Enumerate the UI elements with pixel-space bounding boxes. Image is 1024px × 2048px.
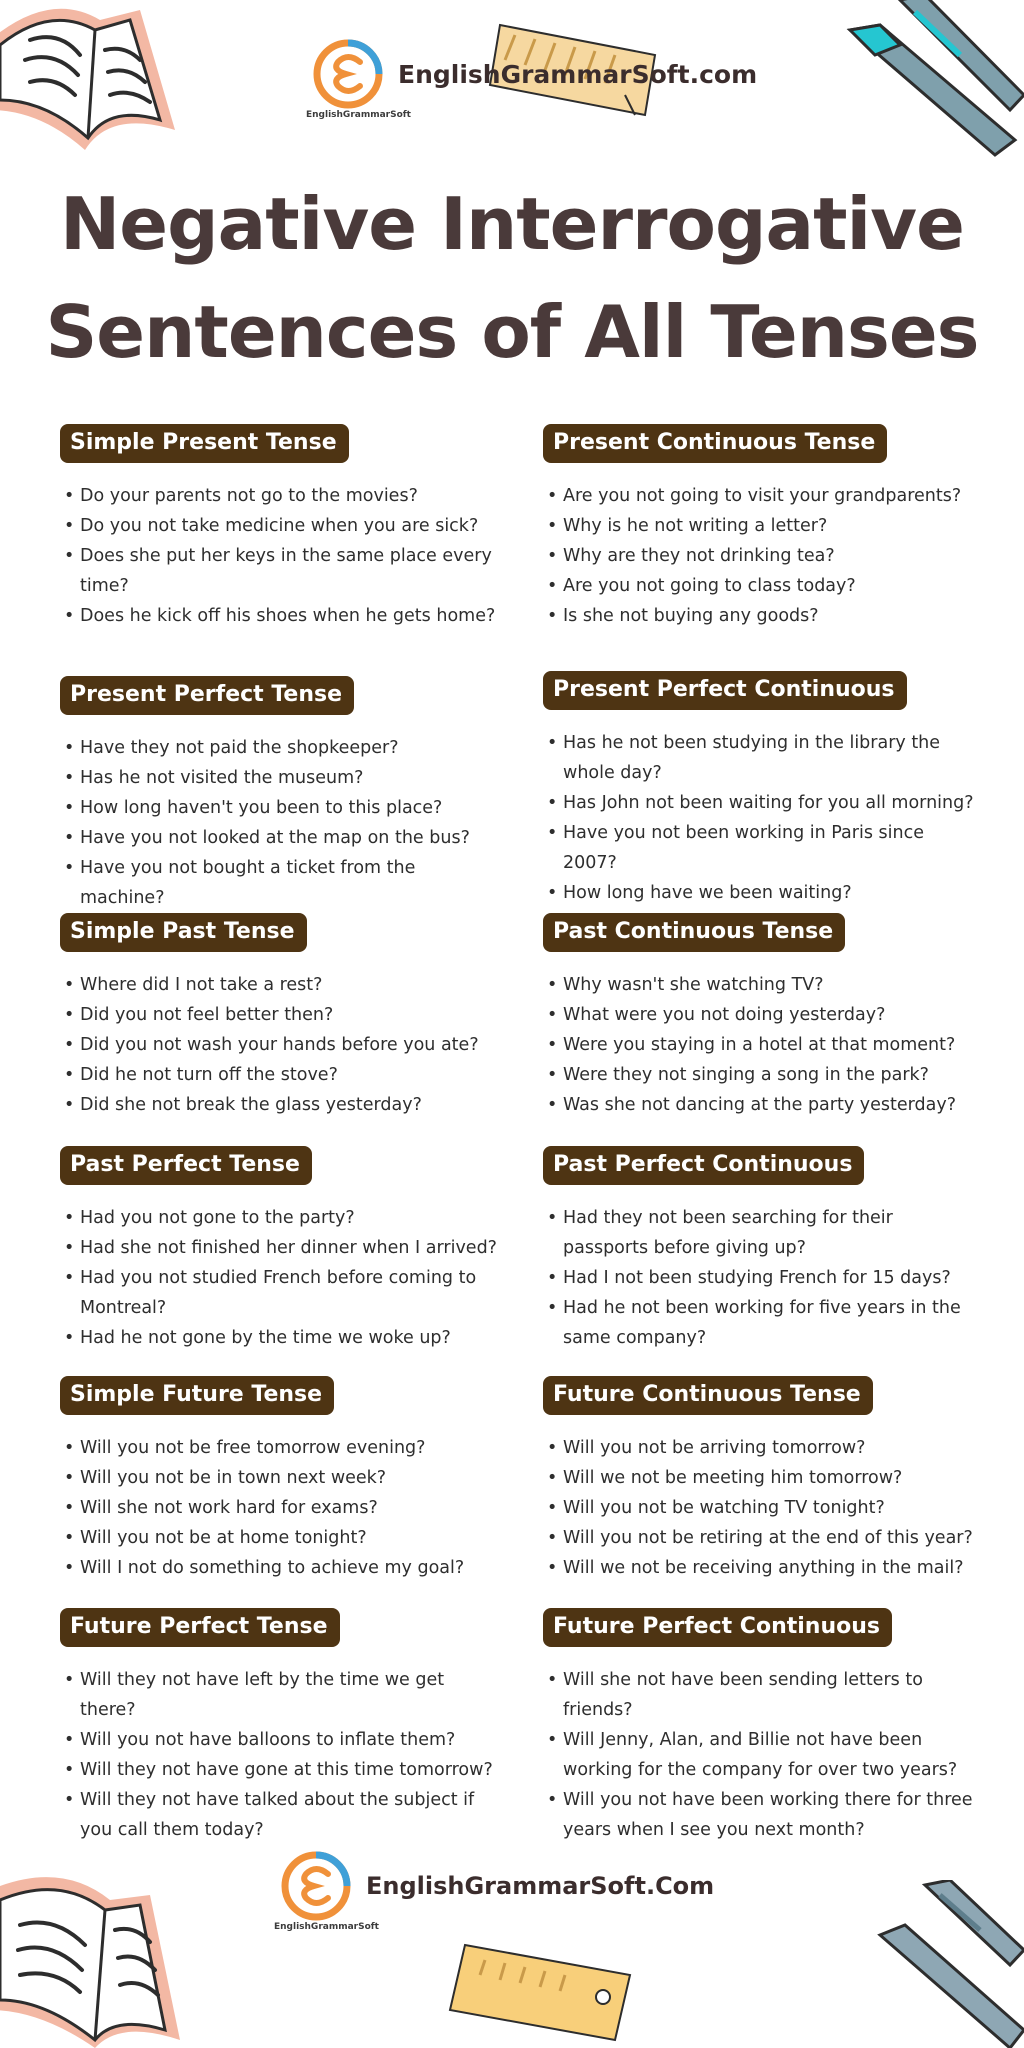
- section-heading: Present Perfect Tense: [60, 676, 354, 715]
- list-item: • Why is he not writing a letter?: [543, 511, 983, 541]
- section-heading: Past Perfect Continuous: [543, 1146, 864, 1185]
- list-item: • Have you not been working in Paris since 2007?: [543, 818, 983, 878]
- ruler-icon: [445, 1935, 635, 2045]
- sentence-list: [543, 481, 983, 631]
- list-item: • Did he not turn off the stove?: [60, 1060, 500, 1090]
- list-item: • Were you staying in a hotel at that moment?: [543, 1030, 983, 1060]
- logo: [274, 1850, 379, 1932]
- sentence-list: [543, 1665, 983, 1845]
- list-item: • Will Jenny, Alan, and Billie not have been working for the company for over two years?: [543, 1725, 983, 1785]
- list-item: • Does he kick off his shoes when he gets home?: [60, 601, 500, 631]
- section-simple-past: [60, 913, 500, 1120]
- section-past-continuous: [543, 913, 983, 1120]
- sentence-list: [60, 1433, 500, 1583]
- list-item: • Will you not be in town next week?: [60, 1463, 500, 1493]
- list-item: • Is she not buying any goods?: [543, 601, 983, 631]
- list-item: • Were they not singing a song in the park?: [543, 1060, 983, 1090]
- section-future-continuous: [543, 1376, 983, 1583]
- list-item: • Did you not feel better then?: [60, 1000, 500, 1030]
- title-line-2: Sentences of All Tenses: [45, 290, 979, 374]
- section-simple-future: [60, 1376, 500, 1583]
- list-item: • Will we not be receiving anything in the mail?: [543, 1553, 983, 1583]
- open-book-icon: [0, 0, 190, 160]
- section-heading: Simple Future Tense: [60, 1376, 334, 1415]
- list-item: • Will I not do something to achieve my goal?: [60, 1553, 500, 1583]
- list-item: • Will you not be free tomorrow evening?: [60, 1433, 500, 1463]
- list-item: • Will she not have been sending letters to friends?: [543, 1665, 983, 1725]
- list-item: • Do your parents not go to the movies?: [60, 481, 500, 511]
- list-item: • Has he not been studying in the library the whole day?: [543, 728, 983, 788]
- section-heading: Past Continuous Tense: [543, 913, 845, 952]
- list-item: • Why wasn't she watching TV?: [543, 970, 983, 1000]
- logo: [306, 38, 411, 120]
- section-present-perfect: [60, 676, 500, 913]
- list-item: • Has he not visited the museum?: [60, 763, 500, 793]
- list-item: • Will you not have balloons to inflate them?: [60, 1725, 500, 1755]
- logo-caption: EnglishGrammarSoft: [274, 1922, 379, 1932]
- brand-name[interactable]: EnglishGrammarSoft.com: [398, 59, 758, 89]
- list-item: • Was she not dancing at the party yesterday?: [543, 1090, 983, 1120]
- list-item: • Had you not studied French before coming to Montreal?: [60, 1263, 500, 1323]
- list-item: • Does she put her keys in the same place every time?: [60, 541, 500, 601]
- section-past-perfect: [60, 1146, 500, 1353]
- section-simple-present: [60, 424, 500, 631]
- sentence-list: [543, 970, 983, 1120]
- list-item: • Will she not work hard for exams?: [60, 1493, 500, 1523]
- list-item: • Had he not been working for five years in the same company?: [543, 1293, 983, 1353]
- section-future-perfect: [60, 1608, 500, 1845]
- sentence-list: [543, 1433, 983, 1583]
- list-item: • Had he not gone by the time we woke up?: [60, 1323, 500, 1353]
- section-future-perfect-continuous: [543, 1608, 983, 1845]
- sentence-list: [60, 1665, 500, 1845]
- section-heading: Simple Past Tense: [60, 913, 307, 952]
- list-item: • Had she not finished her dinner when I arrived?: [60, 1233, 500, 1263]
- logo-icon: [280, 1850, 352, 1922]
- open-book-icon: [0, 1870, 190, 2048]
- list-item: • Will they not have left by the time we get there?: [60, 1665, 500, 1725]
- list-item: • Do you not take medicine when you are sick?: [60, 511, 500, 541]
- sentence-list: [60, 970, 500, 1120]
- brand-name[interactable]: EnglishGrammarSoft.Com: [366, 1872, 715, 1900]
- list-item: • Where did I not take a rest?: [60, 970, 500, 1000]
- pen-icon: [870, 1880, 1024, 2048]
- sentence-list: [543, 1203, 983, 1353]
- list-item: • Will you not have been working there for three years when I see you next month?: [543, 1785, 983, 1845]
- list-item: • Have you not bought a ticket from the machine?: [60, 853, 500, 913]
- list-item: • Will we not be meeting him tomorrow?: [543, 1463, 983, 1493]
- section-heading: Simple Present Tense: [60, 424, 349, 463]
- sentence-list: [60, 733, 500, 913]
- section-heading: Future Continuous Tense: [543, 1376, 873, 1415]
- list-item: • How long have we been waiting?: [543, 878, 983, 908]
- section-heading: Present Continuous Tense: [543, 424, 887, 463]
- list-item: • Why are they not drinking tea?: [543, 541, 983, 571]
- list-item: • What were you not doing yesterday?: [543, 1000, 983, 1030]
- list-item: • Will you not be arriving tomorrow?: [543, 1433, 983, 1463]
- section-heading: Future Perfect Continuous: [543, 1608, 892, 1647]
- list-item: • Had I not been studying French for 15 days?: [543, 1263, 983, 1293]
- list-item: • Are you not going to visit your grandparents?: [543, 481, 983, 511]
- list-item: • Have you not looked at the map on the bus?: [60, 823, 500, 853]
- brand-header: [306, 38, 758, 120]
- section-present-perfect-continuous: [543, 671, 983, 908]
- list-item: • Will they not have gone at this time tomorrow?: [60, 1755, 500, 1785]
- section-past-perfect-continuous: [543, 1146, 983, 1353]
- list-item: • Did she not break the glass yesterday?: [60, 1090, 500, 1120]
- list-item: • Will they not have talked about the subject if you call them today?: [60, 1785, 500, 1845]
- logo-caption: EnglishGrammarSoft: [306, 110, 411, 120]
- section-heading: Past Perfect Tense: [60, 1146, 312, 1185]
- list-item: • Had you not gone to the party?: [60, 1203, 500, 1233]
- list-item: • Will you not be retiring at the end of this year?: [543, 1523, 983, 1553]
- section-present-continuous: [543, 424, 983, 631]
- list-item: • Had they not been searching for their passports before giving up?: [543, 1203, 983, 1263]
- section-heading: Present Perfect Continuous: [543, 671, 907, 710]
- list-item: • Will you not be watching TV tonight?: [543, 1493, 983, 1523]
- sentence-list: [60, 481, 500, 631]
- section-heading: Future Perfect Tense: [60, 1608, 340, 1647]
- brand-footer: [274, 1850, 715, 1932]
- sentence-list: [60, 1203, 500, 1353]
- page-title: [0, 170, 1024, 386]
- title-line-1: Negative Interrogative: [60, 182, 964, 266]
- pen-icon: [840, 0, 1024, 160]
- logo-icon: [312, 38, 384, 110]
- list-item: • Has John not been waiting for you all morning?: [543, 788, 983, 818]
- list-item: • Have they not paid the shopkeeper?: [60, 733, 500, 763]
- list-item: • Will you not be at home tonight?: [60, 1523, 500, 1553]
- list-item: • Are you not going to class today?: [543, 571, 983, 601]
- sentence-list: [543, 728, 983, 908]
- list-item: • How long haven't you been to this place?: [60, 793, 500, 823]
- list-item: • Did you not wash your hands before you ate?: [60, 1030, 500, 1060]
